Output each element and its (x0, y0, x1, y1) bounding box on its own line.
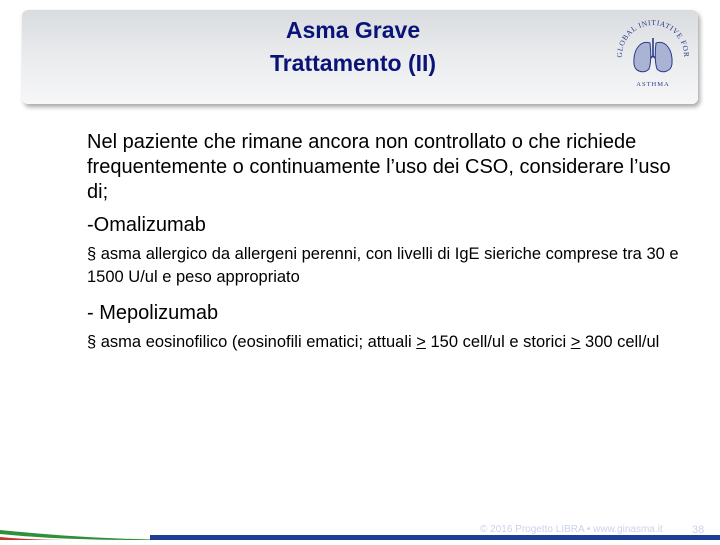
item-mepolizumab: - Mepolizumab (87, 302, 219, 324)
intro-paragraph: Nel paziente che rimane ancora non controllato o che richiede frequentemente o continuamente l’uso dei CSO, considerare l’uso di; (87, 131, 671, 203)
footer-copyright: © 2016 Progetto LIBRA • www.ginasma.it (480, 524, 663, 535)
mepolizumab-detail-part2: 150 cell/ul e storici (425, 333, 571, 351)
mepolizumab-detail-part3: 300 cell/ul (580, 333, 660, 351)
slide-content (87, 130, 697, 354)
omalizumab-detail: § asma allergico da allergeni perenni, con livelli di IgE sieriche comprese tra 30 e 1500 U/ul e peso appropriato (87, 245, 679, 286)
slide-title (0, 14, 706, 80)
mepolizumab-detail (87, 331, 697, 354)
mepolizumab-detail-part1: § asma eosinofilico (eosinofili ematici; attuali (87, 333, 417, 351)
gina-logo (614, 16, 692, 90)
page-number: 38 (692, 524, 705, 536)
gte-symbol-1: > (416, 333, 426, 351)
gte-symbol-2: > (570, 333, 581, 351)
title-line-1: Asma Grave (285, 17, 421, 43)
svg-text:ASTHMA: ASTHMA (636, 81, 670, 88)
logo-arc-text: GLOBAL INITIATIVE FOR (614, 17, 692, 58)
item-omalizumab: -Omalizumab (87, 214, 206, 236)
title-line-2: Trattamento (II) (269, 50, 437, 76)
